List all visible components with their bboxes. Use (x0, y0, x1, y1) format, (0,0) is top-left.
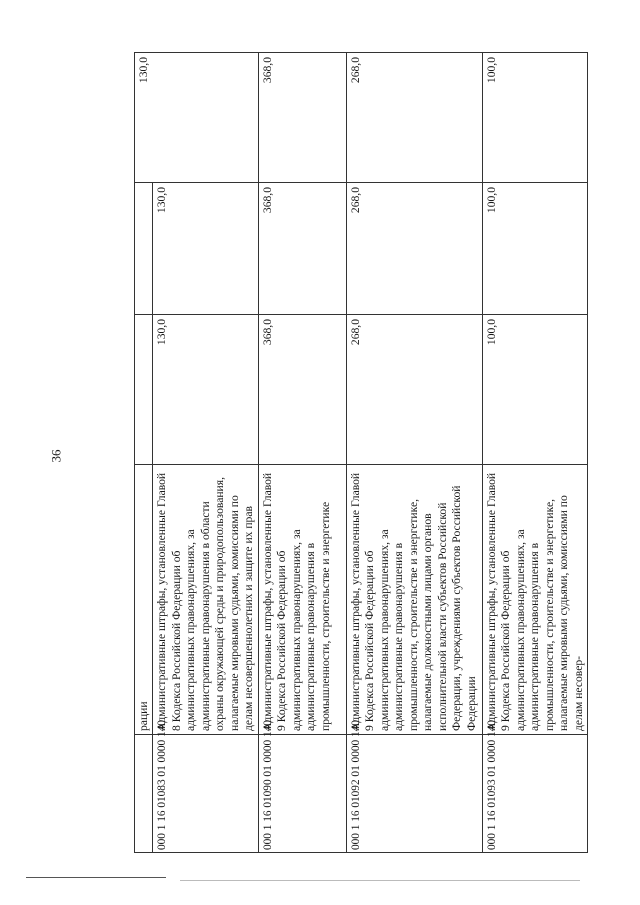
code-cell: 000 1 16 01090 01 0000 140 (258, 735, 346, 853)
value-cell-1: 268,0 (346, 315, 482, 465)
table-row (482, 53, 587, 853)
scan-edge-line (26, 877, 166, 878)
scan-edge-line-faint (180, 880, 580, 881)
description-cell: Административные штрафы, установленные Главой 8 Кодекса Российской Федерации об административных правонарушениях, за административные правонарушения в области охраны окружающей среды и природопользования, налагаемые мировыми судьями, комиссиями по делам несовершеннолетних и защите их прав (153, 465, 258, 735)
table-row (346, 53, 482, 853)
table-row-continuation (135, 53, 153, 853)
budget-revenue-table (134, 52, 588, 853)
code-cell: 000 1 16 01093 01 0000 140 (482, 735, 587, 853)
value-cell-3: 268,0 (346, 53, 482, 183)
table-row (258, 53, 346, 853)
value-cell-2 (135, 183, 153, 315)
budget-table-frame (134, 53, 585, 853)
code-cell (135, 735, 153, 853)
code-cell: 000 1 16 01083 01 0000 140 (153, 735, 258, 853)
description-cell: Административные штрафы, установленные Главой 9 Кодекса Российской Федерации об административных правонарушениях, за административные правонарушения в промышленности, строительстве и энергетике, налагаемые мировыми судьями, комиссиями по делам несовер- (482, 465, 587, 735)
value-cell-1: 100,0 (482, 315, 587, 465)
description-cell: Административные штрафы, установленные Главой 9 Кодекса Российской Федерации об административных правонарушениях, за административные правонарушения в промышленности, строительстве и энергетике (258, 465, 346, 735)
value-cell-2: 268,0 (346, 183, 482, 315)
value-cell-1: 368,0 (258, 315, 346, 465)
value-cell-3: 100,0 (482, 53, 587, 183)
value-cell-3: 368,0 (258, 53, 346, 183)
value-cell-2: 368,0 (258, 183, 346, 315)
value-cell-2: 130,0 (153, 183, 258, 315)
value-cell-3: 130,0 (135, 53, 259, 183)
code-cell: 000 1 16 01092 01 0000 140 (346, 735, 482, 853)
page-number: 36 (48, 449, 64, 463)
description-cell: рации (135, 465, 153, 735)
value-cell-1: 130,0 (153, 315, 258, 465)
value-cell-2: 100,0 (482, 183, 587, 315)
description-cell: Административные штрафы, установленные Главой 9 Кодекса Российской Федерации об административных правонарушениях, за административные правонарушения в промышленности, строительстве и энергетике, налагаемые должностными лицами органов исполнительной власти субъектов Российской Федерации, учреждениями субъектов Российской Федерации (346, 465, 482, 735)
value-cell-1 (135, 315, 153, 465)
